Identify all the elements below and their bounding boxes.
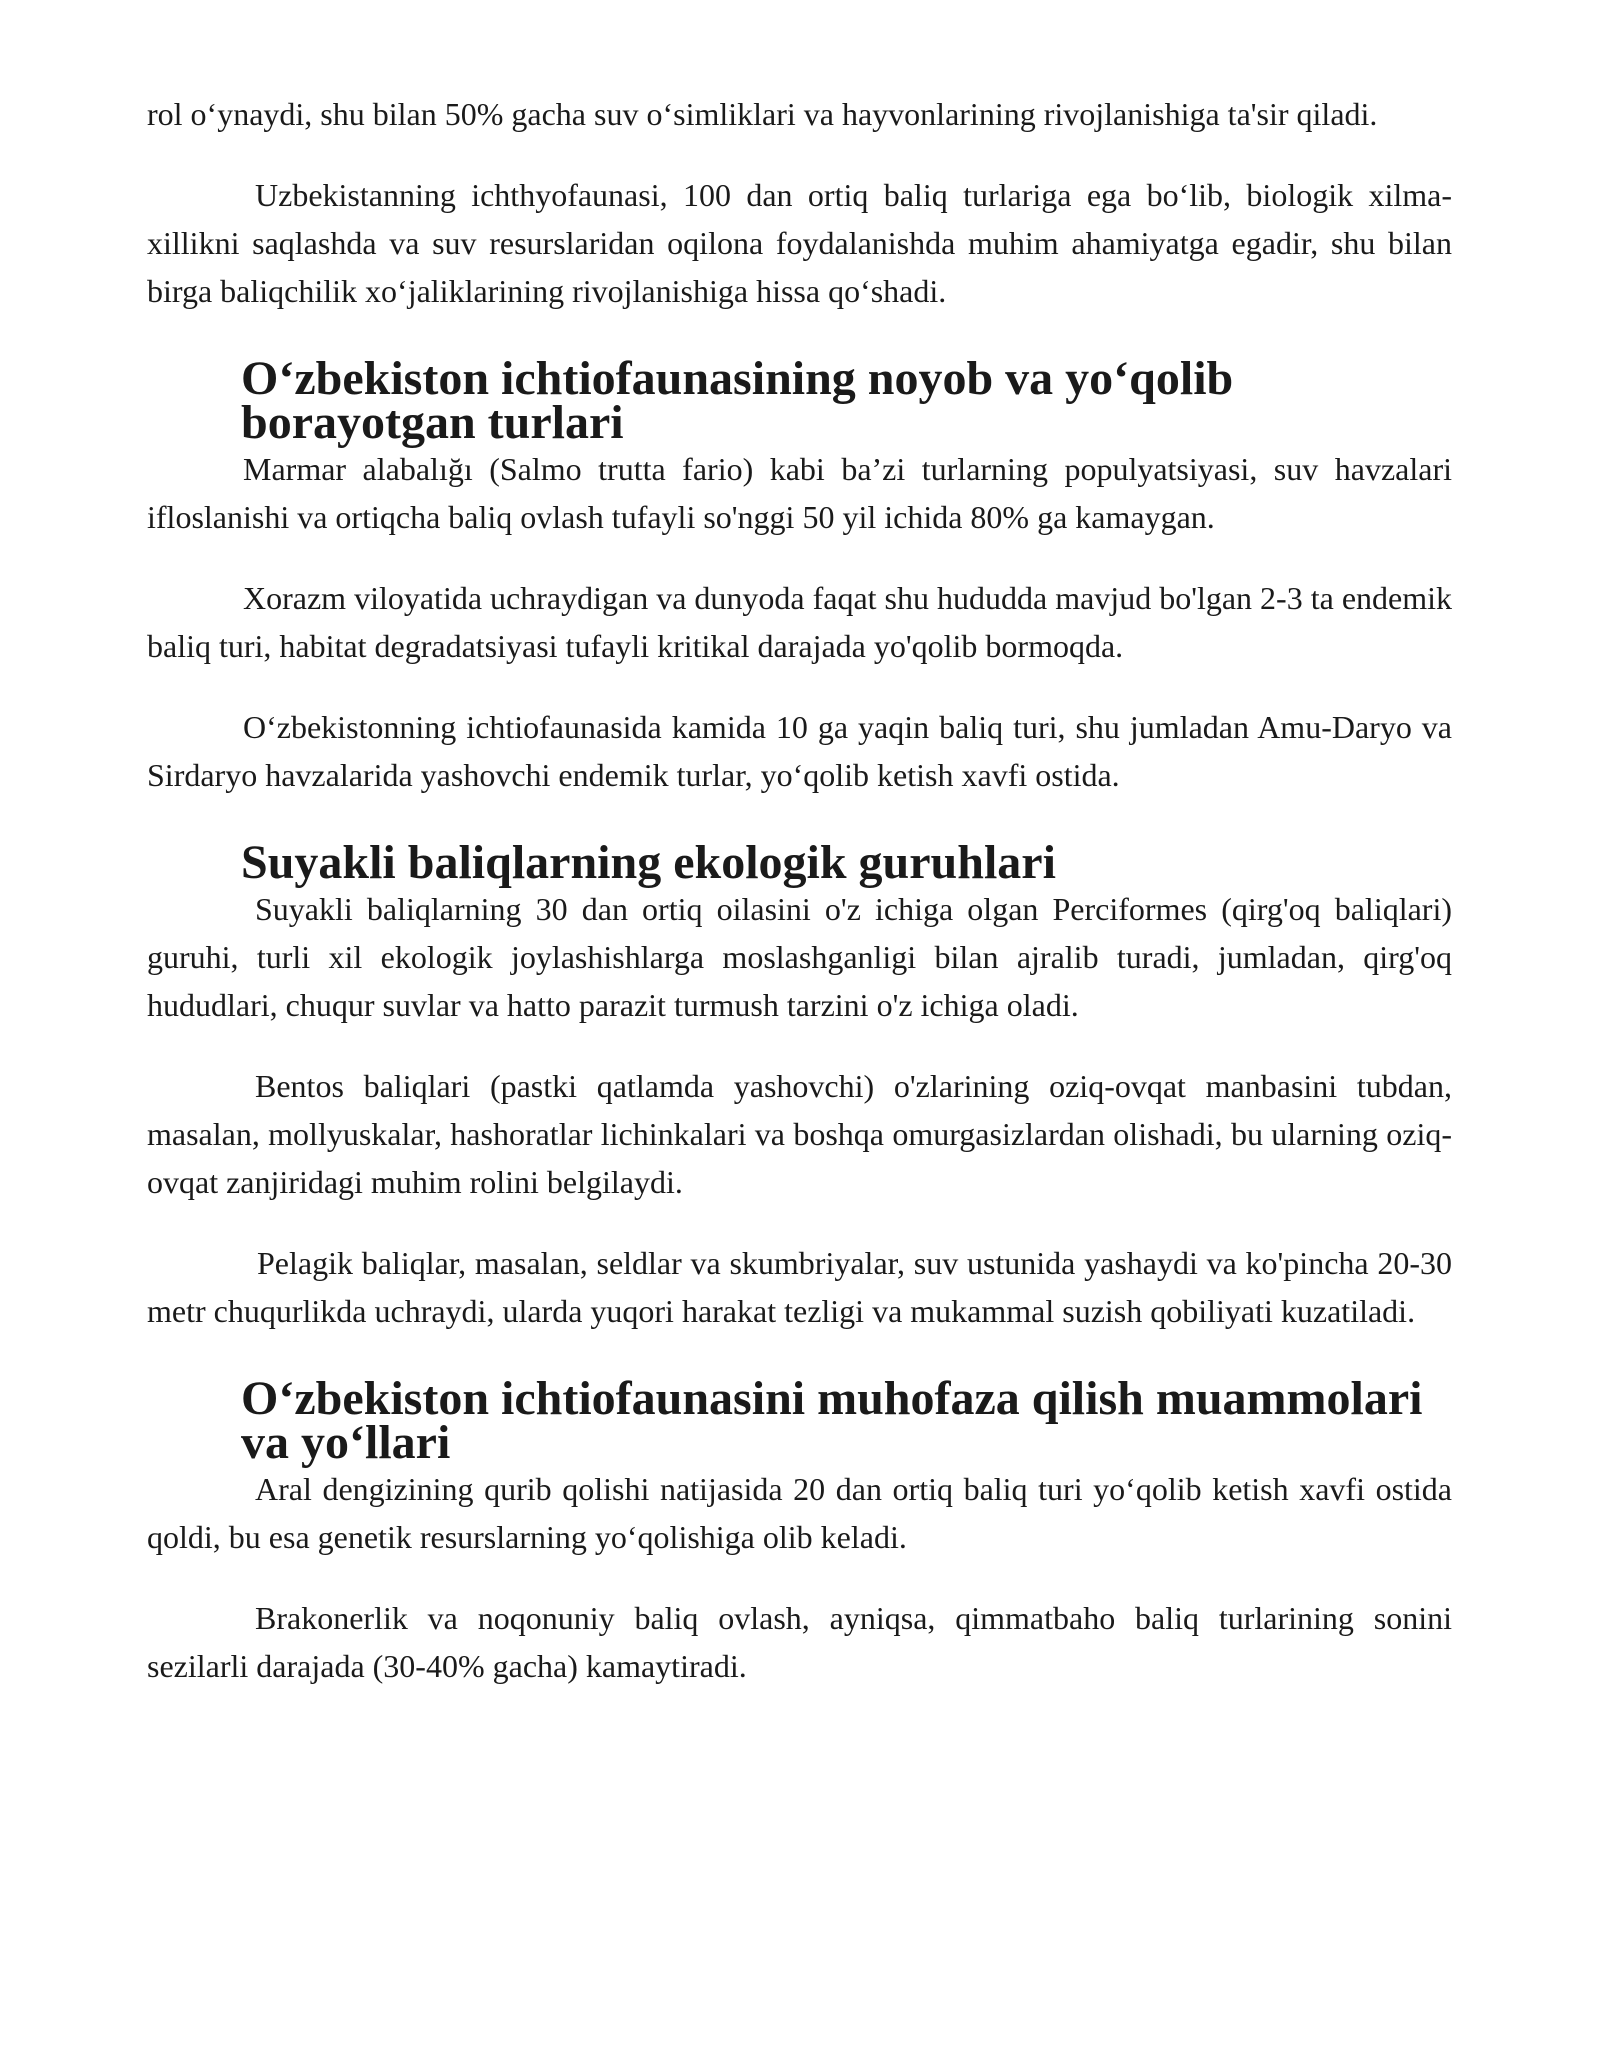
paragraph-continuation: rol o‘ynaydi, shu bilan 50% gacha suv o‘simliklari va hayvonlarining rivojlanishiga ta'sir qiladi. [147, 96, 1378, 132]
section-heading-protection: O‘zbekiston ichtiofaunasini muhofaza qilish muammolari va yo‘llari [241, 1372, 1423, 1469]
paragraph-pelagic-fish: Pelagik baliqlar, masalan, seldlar va skumbriyalar, suv ustunida yashaydi va ko'pincha 20-30 metr chuqurlikda uchraydi, ularda yuqori harakat tezligi va mukammal suzish qobiliyati kuzatiladi. [147, 1245, 1452, 1329]
paragraph-perciformes: Suyakli baliqlarning 30 dan ortiq oilasini o'z ichiga olgan Perciformes (qirg'oq baliqlari) guruhi, turli xil ekologik joylashishlarga moslashganligi bilan ajralib turadi, jumladan, qirg'oq hududlari, chuqur suvlar va hatto parazit turmush tarzini o'z ichiga oladi. [147, 891, 1452, 1023]
paragraph-poaching: Brakonerlik va noqonuniy baliq ovlash, ayniqsa, qimmatbaho baliq turlarining sonini sezilarli darajada (30-40% gacha) kamaytiradi. [147, 1600, 1452, 1684]
paragraph-endangered-species: O‘zbekistonning ichtiofaunasida kamida 10 ga yaqin baliq turi, shu jumladan Amu-Daryo va Sirdaryo havzalarida yashovchi endemik turlar, yo‘qolib ketish xavfi ostida. [147, 709, 1452, 793]
paragraph-ichthyofauna-overview: Uzbekistanning ichthyofaunasi, 100 dan ortiq baliq turlariga ega bo‘lib, biologik xilma-xillikni saqlashda va suv resurslaridan oqilona foydalanishda muhim ahamiyatga egadir, shu bilan birga baliqchilik xo‘jaliklarining rivojlanishiga hissa qo‘shadi. [147, 177, 1452, 309]
paragraph-benthic-fish: Bentos baliqlari (pastki qatlamda yashovchi) o'zlarining oziq-ovqat manbasini tubdan, masalan, mollyuskalar, hashoratlar lichinkalari va boshqa omurgasizlardan olishadi, bu ularning oziq-ovqat zanjiridagi muhim rolini belgilaydi. [147, 1068, 1452, 1200]
paragraph-marmar-trout: Marmar alabalığı (Salmo trutta fario) kabi ba’zi turlarning populyatsiyasi, suv havzalari ifloslanishi va ortiqcha baliq ovlash tufayli so'nggi 50 yil ichida 80% ga kamaygan. [147, 451, 1452, 535]
document-page [147, 90, 1452, 1690]
paragraph-aral-sea: Aral dengizining qurib qolishi natijasida 20 dan ortiq baliq turi yo‘qolib ketish xavfi ostida qoldi, bu esa genetik resurslarning yo‘qolishiga olib keladi. [147, 1471, 1452, 1555]
section-heading-ecological-groups: Suyakli baliqlarning ekologik guruhlari [241, 836, 1056, 889]
section-heading-rare-species: O‘zbekiston ichtiofaunasining noyob va yo‘qolib borayotgan turlari [241, 352, 1234, 449]
paragraph-khorezm-endemics: Xorazm viloyatida uchraydigan va dunyoda faqat shu hududda mavjud bo'lgan 2-3 ta endemik baliq turi, habitat degradatsiyasi tufayli kritikal darajada yo'qolib bormoqda. [147, 580, 1452, 664]
